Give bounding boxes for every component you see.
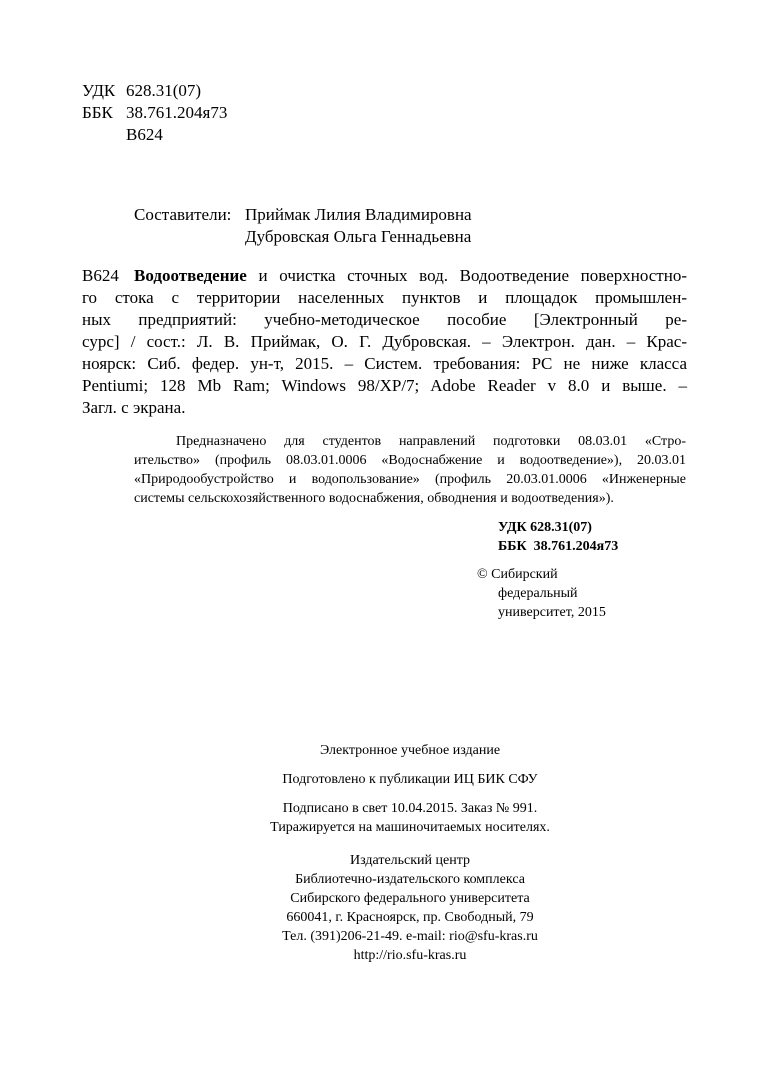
compiler-name-2: Дубровская Ольга Геннадьевна [245,227,472,246]
bibliographic-line-5: ноярск: Сиб. федер. ун-т, 2015. – Систем. требования: PC не ниже класса [82,354,687,373]
copyright-line-1: © Сибирский [477,567,558,582]
compiler-name-1: Приймак Лилия Владимировна [245,205,472,224]
bibliographic-line-1 [134,265,687,286]
publisher-address: 660041, г. Красноярск, пр. Свободный, 79 [286,910,534,925]
annotation-line-3: «Природообустройство и водопользование» (профиль 20.03.01.0006 «Инженерные [134,472,686,487]
bbk-header-label: ББК [82,103,113,122]
signed-for-release: Подписано в свет 10.04.2015. Заказ № 991. [282,801,538,816]
annotation-line-2: ительство» (профиль 08.03.01.0006 «Водоснабжение и водоотведение»), 20.03.01 [134,453,686,468]
book-title: Водоотведение [134,266,247,285]
copyright-line-2: федеральный [498,586,578,601]
bbk-classification: ББК 38.761.204я73 [498,539,619,554]
udk-header-label: УДК [82,81,116,100]
replication-note: Тиражируется на машиночитаемых носителях. [270,820,550,835]
bibliographic-mark: В624 [82,266,119,285]
compilers-label: Составители: [134,205,232,224]
publisher-line-1: Издательский центр [349,853,471,868]
publisher-line-3: Сибирского федерального университета [290,891,530,906]
publisher-line-2: Библиотечно-издательского комплекса [295,872,525,887]
edition-type: Электронное учебное издание [319,743,501,758]
bibliographic-line-1-rest: и очистка сточных вод. Водоотведение поверхностно- [258,266,687,285]
annotation-line-1: Предназначено для студентов направлений подготовки 08.03.01 «Стро- [176,434,686,449]
publisher-contacts: Тел. (391)206-21-49. e-mail: rio@sfu-kras.ru [282,929,538,944]
annotation-line-4: системы сельскохозяйственного водоснабжения, обводнения и водоотведения»). [134,491,614,506]
prepared-for-publication: Подготовлено к публикации ИЦ БИК СФУ [282,772,538,787]
copyright-line-3: университет, 2015 [498,605,606,620]
bbk-header-value: 38.761.204я73 [126,103,228,122]
author-mark: В624 [126,125,163,144]
udk-classification: УДК 628.31(07) [498,520,592,535]
bibliographic-line-2: го стока с территории населенных пунктов и площадок промышлен- [82,288,687,307]
publisher-website: http://rio.sfu-kras.ru [353,948,467,963]
bibliographic-line-4: сурс] / сост.: Л. В. Приймак, О. Г. Дубровская. – Электрон. дан. – Крас- [82,332,687,351]
bibliographic-line-6: Pentiumi; 128 Mb Ram; Windows 98/XP/7; Adobe Reader v 8.0 и выше. – [82,376,687,395]
udk-header-value: 628.31(07) [126,81,202,100]
bibliographic-line-3: ных предприятий: учебно-методическое пособие [Электронный ре- [82,310,687,329]
bibliographic-line-7: Загл. с экрана. [82,398,186,417]
